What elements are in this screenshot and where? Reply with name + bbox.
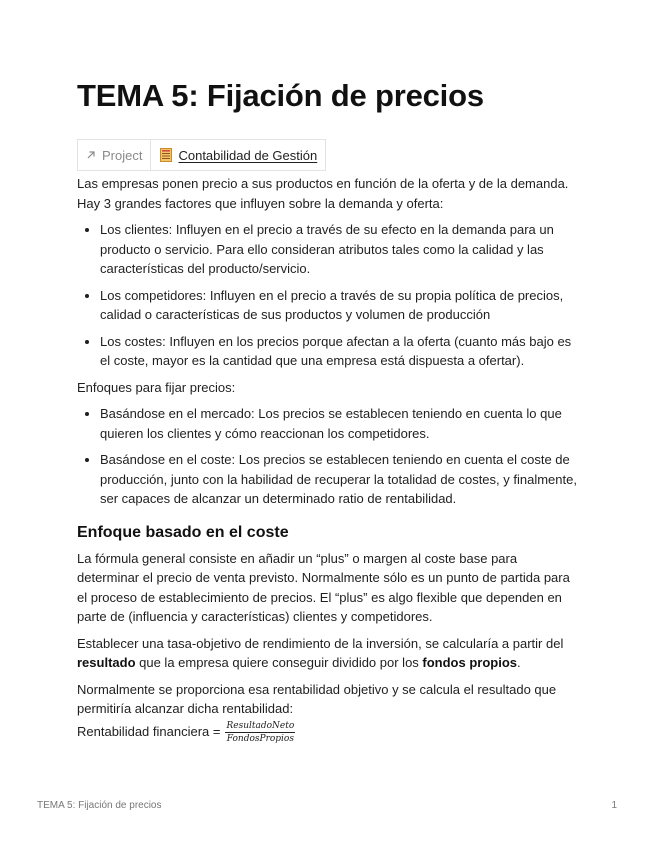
approaches-list	[77, 404, 582, 509]
text-span: .	[517, 655, 521, 670]
page-title: TEMA 5: Fijación de precios	[77, 78, 484, 113]
property-value[interactable]	[151, 140, 325, 170]
list-item: • Los clientes: Influyen en el precio a través de su efecto en la demanda para un producto o servicio. Para ello consideran atributos tales como la calidad y las características del producto/servicio.	[100, 220, 582, 279]
page-number: 1	[611, 800, 617, 811]
project-link[interactable]: Contabilidad de Gestión	[178, 147, 318, 163]
footer-title: TEMA 5: Fijación de precios	[37, 800, 162, 811]
list-item: • Basándose en el coste: Los precios se establecen teniendo en cuenta el coste de producción, junto con la habilidad de recuperar la totalidad de costes, y finalmente, ser capaces de alcanzar un determinado ratio de rentabilidad.	[100, 450, 582, 509]
bold-term: fondos propios	[422, 655, 518, 670]
formula	[77, 721, 582, 744]
target-paragraph	[77, 634, 582, 673]
list-item: • Los costes: Influyen en los precios porque afectan a la oferta (cuanto más bajo es el coste, mayor es la cantidad que una empresa está dispuesta a ofertar).	[100, 332, 582, 371]
text-span: que la empresa quiere conseguir dividido por los	[135, 655, 423, 670]
arrow-up-right-icon	[86, 148, 96, 163]
normal-paragraph: Normalmente se proporciona esa rentabilidad objetivo y se calcula el resultado que permitiría alcanzar dicha rentabilidad:	[77, 681, 557, 716]
page-content	[77, 174, 582, 744]
formula-fraction	[225, 721, 295, 744]
property-name	[78, 140, 151, 170]
intro-paragraph: Las empresas ponen precio a sus productos en función de la oferta y de la demanda. Hay 3 grandes factores que influyen sobre la demanda y oferta:	[77, 176, 569, 211]
text-span: Establecer una tasa-objetivo de rendimiento de la inversión, se calcularía a partir del	[77, 635, 564, 651]
factors-list	[77, 220, 582, 371]
list-item: • Basándose en el mercado: Los precios se establecen teniendo en cuenta lo que quieren los clientes y cómo reaccionan los competidores.	[100, 404, 582, 443]
formula-label: Rentabilidad financiera =	[77, 724, 221, 740]
formula-denominator: FondosPropios	[226, 733, 294, 744]
property-name-label: Project	[102, 147, 143, 163]
formula-paragraph: La fórmula general consiste en añadir un “plus” o margen al coste base para determinar el precio de venta previsto. Normalmente sólo es un punto de partida para el proceso de establecimiento de precios. El “plus” es algo flexible que dependen en parte de (influencia y características) clientes y competidores.	[77, 550, 570, 624]
section-heading: Enfoque basado en el coste	[77, 523, 289, 541]
formula-numerator: ResultadoNeto	[226, 720, 295, 731]
property-row	[77, 139, 326, 171]
list-item: • Los competidores: Influyen en el precio a través de su propia política de precios, calidad o características de sus productos y volumen de producción	[100, 286, 582, 325]
ledger-book-icon	[160, 148, 172, 162]
approaches-label: Enfoques para fijar precios:	[77, 379, 236, 395]
bold-term: resultado	[77, 655, 136, 670]
